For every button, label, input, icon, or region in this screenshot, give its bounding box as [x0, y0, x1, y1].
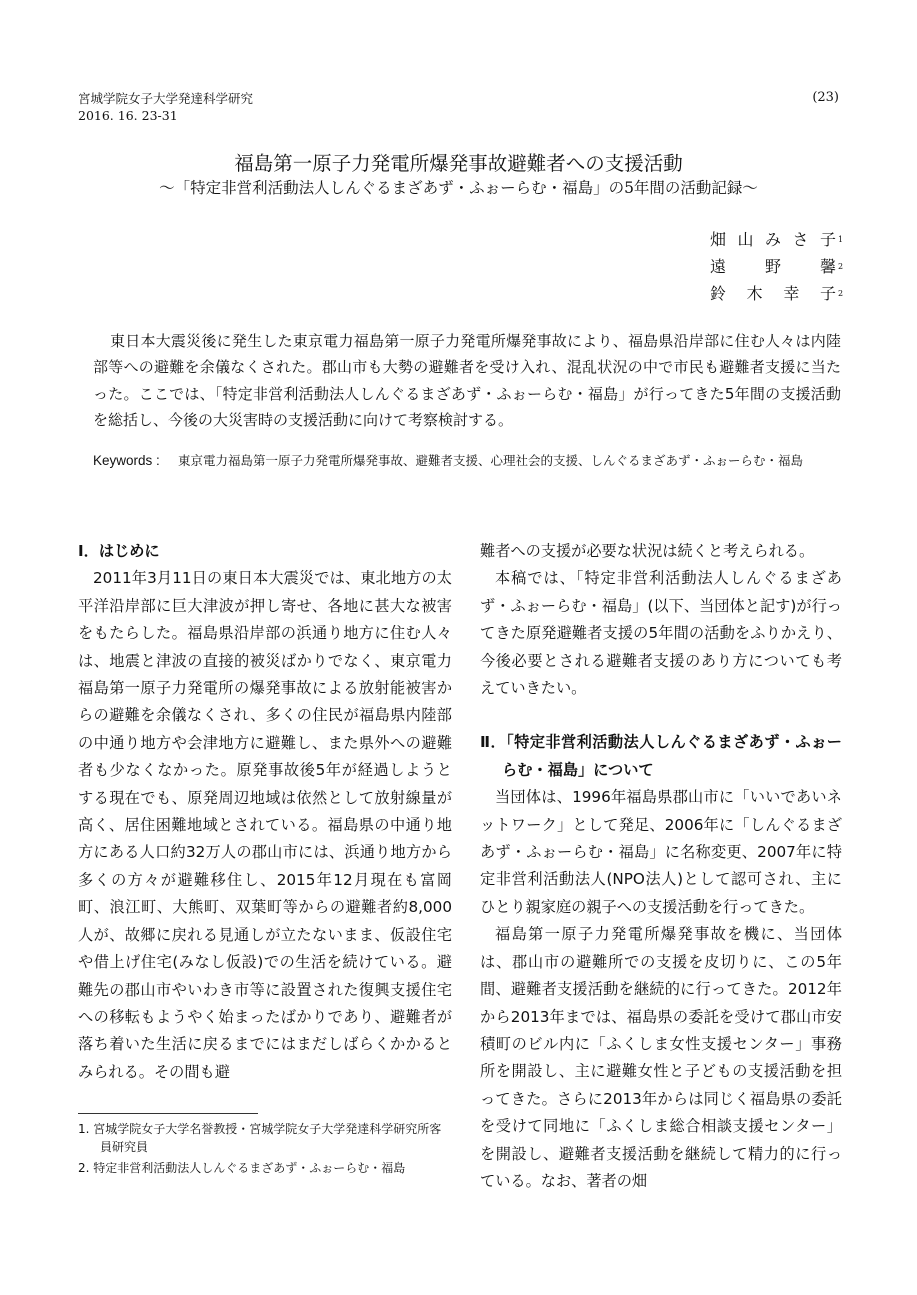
footnote-number: 2. — [78, 1161, 90, 1175]
author-1 — [710, 226, 843, 253]
body-paragraph-continued: 難者への支援が必要な状況は続くと考えられる。 — [480, 542, 815, 560]
author-2 — [710, 253, 843, 280]
abstract: 東日本大震災後に発生した東京電力福島第一原子力発電所爆発事故により、福島県沿岸部に住む人々は内陸部等への避難を余儀なくされた。郡山市も大勢の避難者を受け入れ、混乱状況の中で市民も避難者支援に当たった。ここでは、「特定非営利活動法人しんぐるまざあず・ふぉーらむ・福島」が行ってきた5年間の支援活動を総括し、今後の大災害時の支援活動に向けて考察検討する。 — [93, 332, 841, 429]
footnote-1 — [78, 1120, 450, 1156]
footnote-text: 特定非営利活動法人しんぐるまざあず・ふぉーらむ・福島 — [93, 1161, 406, 1175]
author-name: 遠野馨 — [710, 257, 836, 276]
footnote-2 — [78, 1159, 450, 1177]
section-heading-1: Ⅰ．はじめに — [78, 542, 160, 560]
journal-name: 宮城学院女子大学発達科学研究 — [78, 91, 254, 106]
author-name: 鈴木幸子 — [710, 284, 836, 303]
body-paragraph: 2011年3月11日の東日本大震災では、東北地方の太平洋沿岸部に巨大津波が押し寄せ、各地に甚大な被害をもたらした。福島県沿岸部の浜通り地方に住む人々は、地震と津波の直接的被災ばかりでなく、東京電力福島第一原子力発電所の爆発事故による放射能被害からの避難を余儀なくされ、多くの住民が福島県内陸部の中通り地方や会津地方に避難し、また県外への避難者も少なくなかった。原発事故後5年が経過しようとする現在でも、原発周辺地域は依然として放射線量が高く、居住困難地域とされている。福島県の中通り地方にある人口約32万人の郡山市には、浜通り地方から多くの方々が避難移住し、2015年12月現在も富岡町、浪江町、大熊町、双葉町等からの避難者約8,000人が、故郷に戻れる見通しが立たないまま、仮設住宅や借上げ住宅(みなし仮設)での生活を続けている。避難先の郡山市やいわき市等に設置された復興支援住宅への移転もようやく始まったばかりであり、避難者が落ち着いた生活に戻るまでにはまだしばらくかかるとみられる。その間も避 — [78, 569, 452, 1081]
keywords — [93, 449, 833, 473]
body-paragraph: 本稿では、「特定非営利活動法人しんぐるまざあず・ふぉーらむ・福島」(以下、当団体と記す)が行ってきた原発避難者支援の5年間の活動をふりかえり、今後必要とされる避難者支援のあり方についても考えていきたい。 — [480, 569, 842, 698]
footnote-rule — [78, 1113, 258, 1114]
journal-header — [78, 90, 253, 124]
author-3 — [710, 280, 843, 307]
page-number: (23) — [812, 90, 839, 105]
body-paragraph: 福島第一原子力発電所爆発事故を機に、当団体は、郡山市の避難所での支援を皮切りに、この5年間、避難者支援活動を継続的に行ってきた。2012年から2013年までは、福島県の委託を受けて郡山市安積町のビル内に「ふくしま女性支援センター」事務所を開設し、主に避難女性と子どもの支援活動を担ってきた。さらに2013年からは同じく福島県の委託を受けて同地に「ふくしま総合相談支援センター」を開設し、避難者支援活動を継続して精力的に行っている。なお、著者の畑 — [480, 925, 842, 1190]
section-heading-2: Ⅱ．「特定非営利活動法人しんぐるまざあず・ふぉーらむ・福島」について — [480, 733, 842, 779]
journal-volume: 2016. 16. 23-31 — [78, 108, 178, 123]
footnote-number: 1. — [78, 1122, 90, 1136]
author-name: 畑山みさ子 — [710, 230, 836, 249]
footnotes — [78, 1120, 450, 1180]
right-column — [480, 538, 842, 1195]
keywords-text: 東京電力福島第一原子力発電所爆発事故、避難者支援、心理社会的支援、しんぐるまざあず・ふぉーらむ・福島 — [178, 453, 804, 468]
author-list — [710, 226, 843, 307]
footnote-text: 宮城学院女子大学名誉教授・宮城学院女子大学発達科学研究所客員研究員 — [93, 1122, 442, 1154]
paper-subtitle: 〜「特定非営利活動法人しんぐるまざあず・ふぉーらむ・福島」の5年間の活動記録〜 — [159, 179, 758, 197]
paper-title: 福島第一原子力発電所爆発事故避難者への支援活動 — [234, 152, 683, 175]
author-affiliation: 2 — [838, 289, 844, 298]
keywords-label: Keywords : — [93, 453, 160, 468]
left-column — [78, 538, 452, 1086]
author-affiliation: 1 — [838, 235, 844, 244]
body-paragraph: 当団体は、1996年福島県郡山市に「いいであいネットワーク」として発足、2006年に「しんぐるまざあず・ふぉーらむ・福島」に名称変更、2007年に特定非営利活動法人(NPO法人)として認可され、主にひとり親家庭の親子への支援活動を行ってきた。 — [480, 788, 842, 916]
author-affiliation: 2 — [838, 262, 844, 271]
